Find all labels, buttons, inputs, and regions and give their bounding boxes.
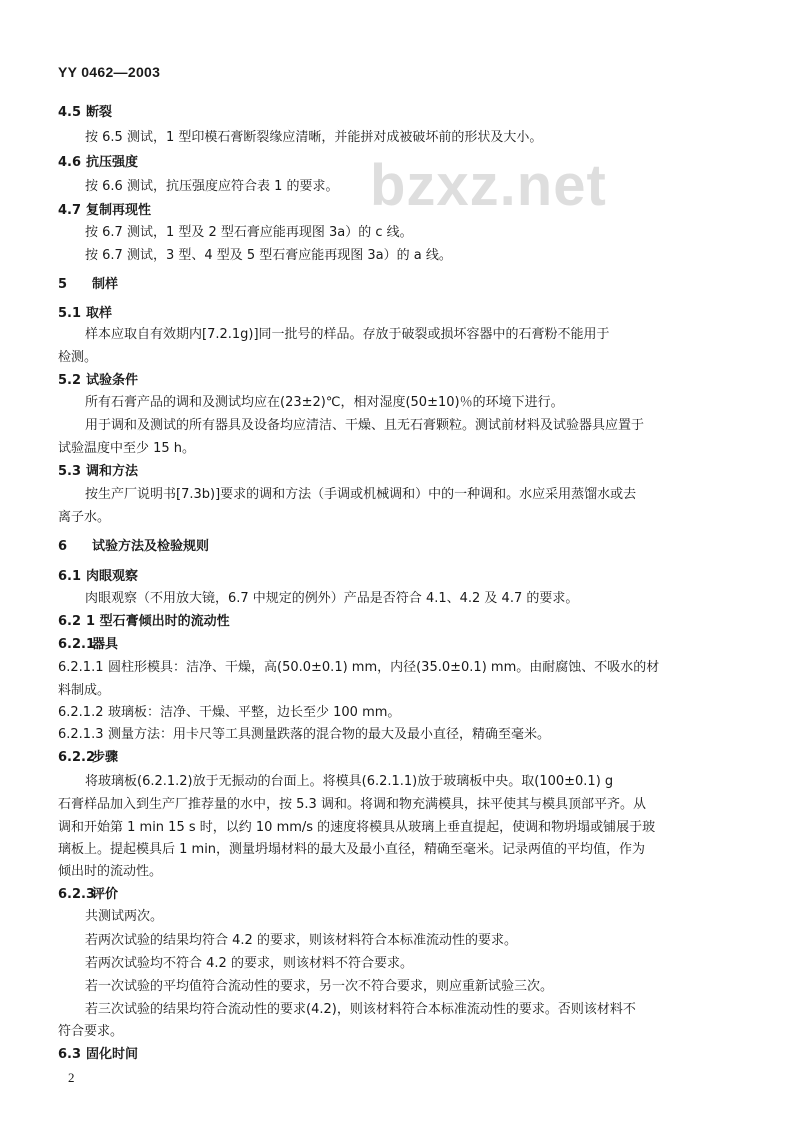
clause-text: 玻璃板：洁净、干燥、平整，边长至少 100 mm。 — [108, 705, 401, 720]
paragraph-line: 若两次试验均不符合 4.2 的要求，则该材料不符合要求。 — [85, 956, 413, 971]
page-number: 2 — [68, 1070, 75, 1085]
subsection-number: 6.2.2 — [58, 750, 96, 765]
subsection-heading — [58, 634, 118, 656]
paragraph-line: 按 6.5 测试，1 型印模石膏断裂缘应清晰，并能拼对成被破坏前的形状及大小。 — [85, 130, 543, 145]
paragraph-line: 料制成。 — [58, 683, 111, 698]
section-heading — [58, 152, 138, 174]
paragraph-line: 若两次试验的结果均符合 4.2 的要求，则该材料符合本标准流动性的要求。 — [85, 933, 517, 948]
chapter-number: 5 — [58, 277, 68, 292]
clause-text: 测量方法：用卡尺等工具测量跌落的混合物的最大及最小直径，精确至毫米。 — [108, 727, 551, 742]
standard-number: YY 0462—2003 — [58, 64, 161, 80]
clause-line — [58, 724, 550, 746]
chapter-number: 6 — [58, 539, 68, 554]
section-heading — [58, 611, 230, 633]
subsection-title: 步骤 — [92, 750, 119, 765]
section-number: 4.5 — [58, 105, 82, 120]
paragraph-line: 倾出时的流动性。 — [58, 864, 163, 879]
watermark: bzxz.net — [370, 153, 607, 218]
chapter-title: 制样 — [92, 277, 119, 292]
paragraph-line: 样本应取自有效期内[7.2.1g)]同一批号的样品。存放于破裂或损坏容器中的石膏粉不能用于 — [85, 327, 610, 342]
paragraph-line: 按 6.7 测试，3 型、4 型及 5 型石膏应能再现图 3a）的 a 线。 — [85, 248, 452, 263]
paragraph-line: 按 6.7 测试，1 型及 2 型石膏应能再现图 3a）的 c 线。 — [85, 225, 413, 240]
clause-number: 6.2.1.3 — [58, 727, 104, 742]
section-number: 6.3 — [58, 1047, 82, 1062]
paragraph-line: 共测试两次。 — [85, 909, 164, 924]
paragraph-line: 离子水。 — [58, 510, 111, 525]
chapter-title: 试验方法及检验规则 — [92, 539, 210, 554]
paragraph-line: 试验温度中至少 15 h。 — [58, 441, 196, 456]
clause-number: 6.2.1.1 — [58, 660, 104, 675]
section-number: 5.2 — [58, 373, 82, 388]
subsection-title: 评价 — [92, 887, 119, 902]
section-title: 调和方法 — [86, 464, 139, 479]
section-heading — [58, 102, 112, 124]
paragraph-line: 石膏样品加入到生产厂推荐量的水中，按 5.3 调和。将调和物充满模具，抹平使其与模具顶部平齐。从 — [58, 797, 646, 812]
chapter-heading — [58, 536, 209, 558]
subsection-number: 6.2.3 — [58, 887, 96, 902]
clause-number: 6.2.1.2 — [58, 705, 104, 720]
section-number: 4.7 — [58, 203, 82, 218]
section-heading — [58, 200, 151, 222]
paragraph-line: 调和开始第 1 min 15 s 时，以约 10 mm/s 的速度将模具从玻璃上垂直提起，使调和物坍塌或铺展于玻 — [58, 820, 656, 835]
section-number: 5.1 — [58, 306, 82, 321]
paragraph-line: 所有石膏产品的调和及测试均应在(23±2)℃，相对湿度(50±10)％的环境下进行。 — [85, 395, 564, 410]
paragraph-line: 若一次试验的平均值符合流动性的要求，另一次不符合要求，则应重新试验三次。 — [85, 979, 554, 994]
section-title: 1 型石膏倾出时的流动性 — [86, 614, 230, 629]
paragraph-line: 将玻璃板(6.2.1.2)放于无振动的台面上。将模具(6.2.1.1)放于玻璃板中央。取(100±0.1) g — [85, 774, 614, 789]
subsection-number: 6.2.1 — [58, 637, 96, 652]
section-title: 固化时间 — [86, 1047, 139, 1062]
section-title: 断裂 — [86, 105, 113, 120]
subsection-heading — [58, 884, 118, 906]
section-number: 6.1 — [58, 569, 82, 584]
clause-text: 圆柱形模具：洁净、干燥，高(50.0±0.1) mm，内径(35.0±0.1) mm。由耐腐蚀、不吸水的材 — [108, 660, 660, 675]
section-title: 复制再现性 — [86, 203, 152, 218]
section-number: 6.2 — [58, 614, 82, 629]
section-heading — [58, 461, 138, 483]
subsection-title: 器具 — [92, 637, 119, 652]
paragraph-line: 符合要求。 — [58, 1024, 124, 1039]
clause-line — [58, 657, 659, 679]
paragraph-line: 按 6.6 测试，抗压强度应符合表 1 的要求。 — [85, 179, 339, 194]
section-heading — [58, 1044, 138, 1066]
section-heading — [58, 370, 138, 392]
paragraph-line: 璃板上。提起模具后 1 min，测量坍塌材料的最大及最小直径，精确至毫米。记录两值的平均值，作为 — [58, 842, 646, 857]
clause-line — [58, 702, 400, 724]
section-number: 4.6 — [58, 155, 82, 170]
section-heading — [58, 566, 138, 588]
paragraph-line: 按生产厂说明书[7.3b)]要求的调和方法（手调或机械调和）中的一种调和。水应采用蒸馏水或去 — [85, 487, 637, 502]
paragraph-line: 用于调和及测试的所有器具及设备均应清洁、干燥、且无石膏颗粒。测试前材料及试验器具应置于 — [85, 418, 645, 433]
section-title: 肉眼观察 — [86, 569, 139, 584]
chapter-heading — [58, 274, 118, 296]
subsection-heading — [58, 747, 118, 769]
section-title: 抗压强度 — [86, 155, 139, 170]
section-heading — [58, 303, 112, 325]
section-title: 取样 — [86, 306, 113, 321]
section-title: 试验条件 — [86, 373, 139, 388]
paragraph-line: 若三次试验的结果均符合流动性的要求(4.2)，则该材料符合本标准流动性的要求。否则该材料不 — [85, 1002, 636, 1017]
paragraph-line: 检测。 — [58, 350, 98, 365]
paragraph-line: 肉眼观察（不用放大镜，6.7 中规定的例外）产品是否符合 4.1、4.2 及 4.7 的要求。 — [85, 591, 579, 606]
section-number: 5.3 — [58, 464, 82, 479]
